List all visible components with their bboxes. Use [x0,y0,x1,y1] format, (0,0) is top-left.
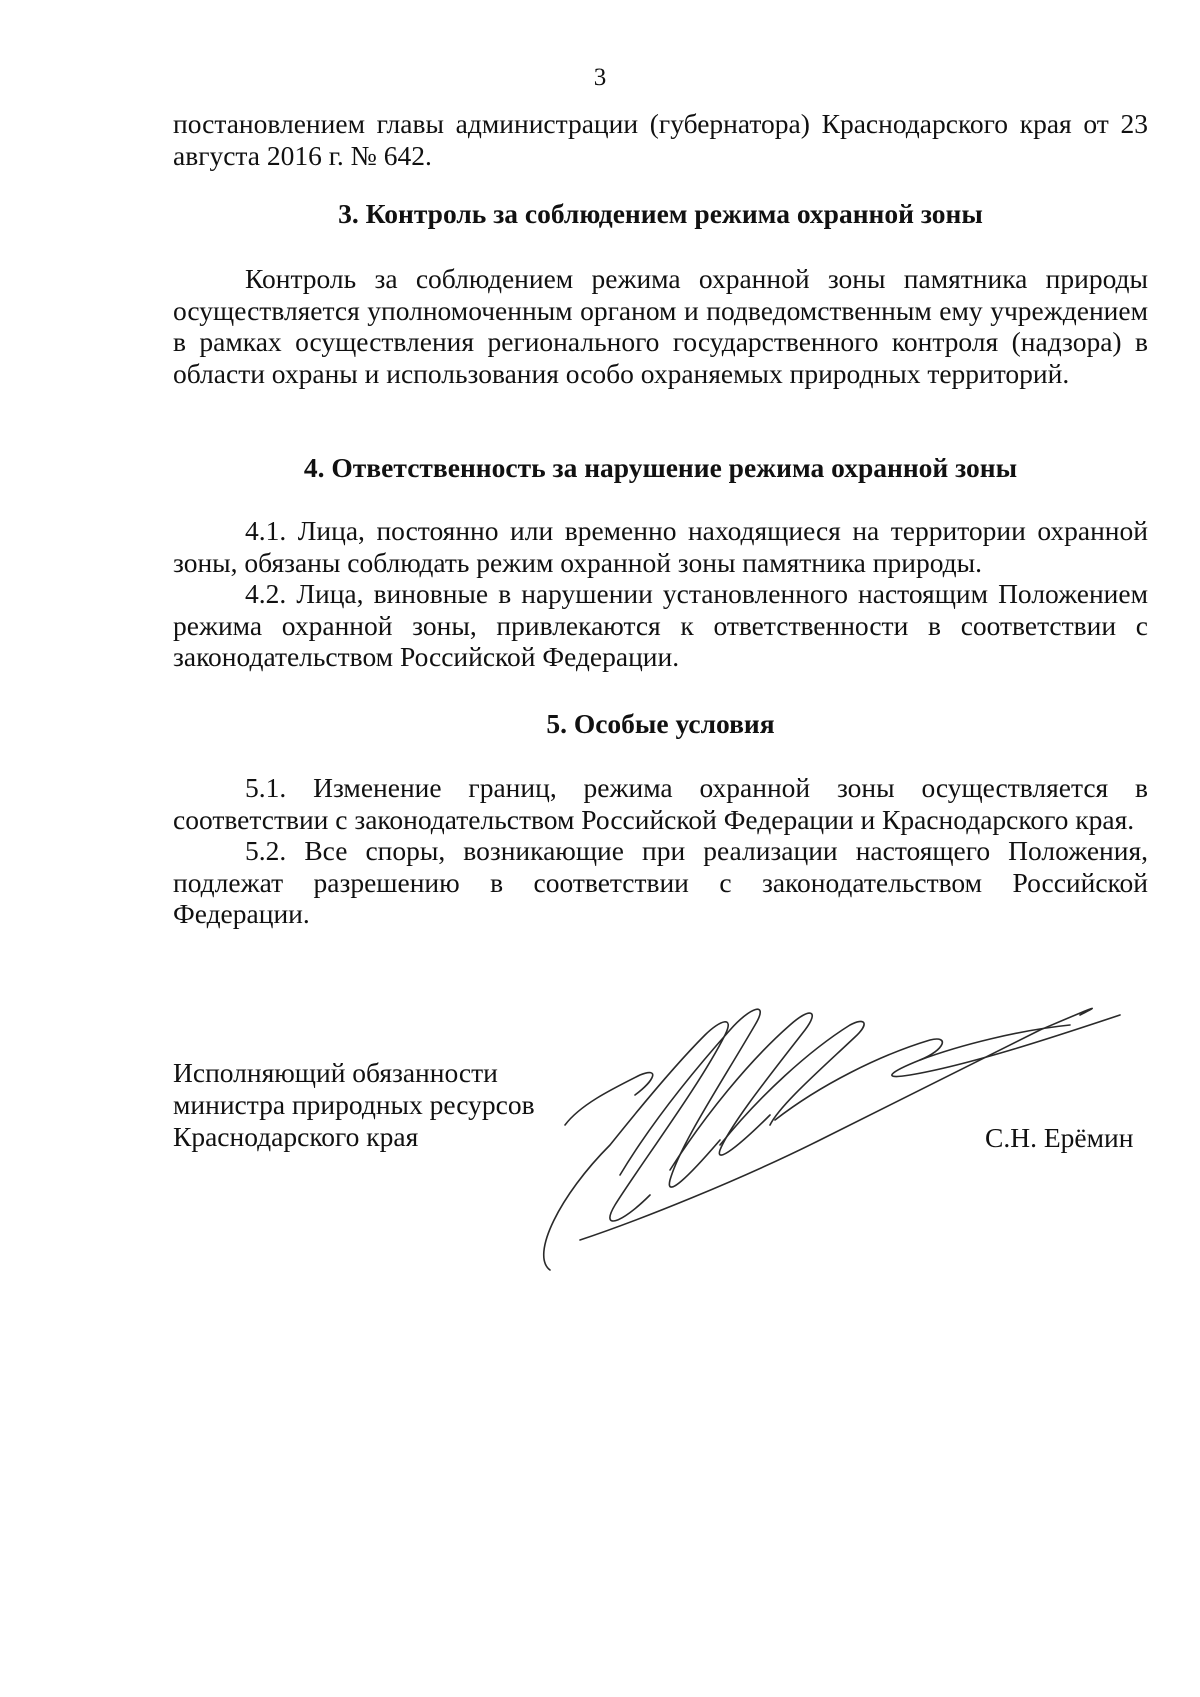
page-number: 3 [593,64,607,91]
signatory-name: С.Н. Ерёмин [985,1122,1134,1153]
intro-paragraph: постановлением главы администрации (губернатора) Краснодарского края от 23 августа 2016 г. № 642. [173,108,1148,171]
section-3-paragraph: Контроль за соблюдением режима охранной зоны памятника природы осуществляется уполномоченным органом и подведомственным ему учреждением в рамках осуществления регионального государственного контроля (надзора) в области охраны и использования особо охраняемых природных территорий. [173,263,1148,389]
section-4-paragraph-1: 4.1. Лица, постоянно или временно находящиеся на территории охранной зоны, обязаны соблюдать режим охранной зоны памятника природы. [173,515,1148,578]
signatory-title-line: Исполняющий обязанности [173,1057,498,1088]
section-5-body [173,772,1148,930]
signatory-title-line: министра природных ресурсов [173,1089,535,1120]
section-4-paragraph-2: 4.2. Лица, виновные в нарушении установленного настоящим Положением режима охранной зоны, привлекаются к ответственности в соответствии с законодательством Российской Федерации. [173,578,1148,672]
signatory-title [173,1057,535,1153]
section-5-paragraph-1: 5.1. Изменение границ, режима охранной зоны осуществляется в соответствии с законодательством Российской Федерации и Краснодарского края. [173,772,1148,835]
signatory-title-line: Краснодарского края [173,1121,419,1152]
section-3-heading: 3. Контроль за соблюдением режима охранной зоны [338,198,983,229]
section-5-paragraph-2: 5.2. Все споры, возникающие при реализации настоящего Положения, подлежат разрешению в соответствии с законодательством Российской Федерации. [173,835,1148,929]
section-3-body [173,263,1148,389]
section-4-body [173,515,1148,673]
intro-block [173,108,1148,171]
section-4-heading: 4. Ответственность за нарушение режима охранной зоны [303,452,1018,483]
section-5-heading: 5. Особые условия [546,708,775,739]
